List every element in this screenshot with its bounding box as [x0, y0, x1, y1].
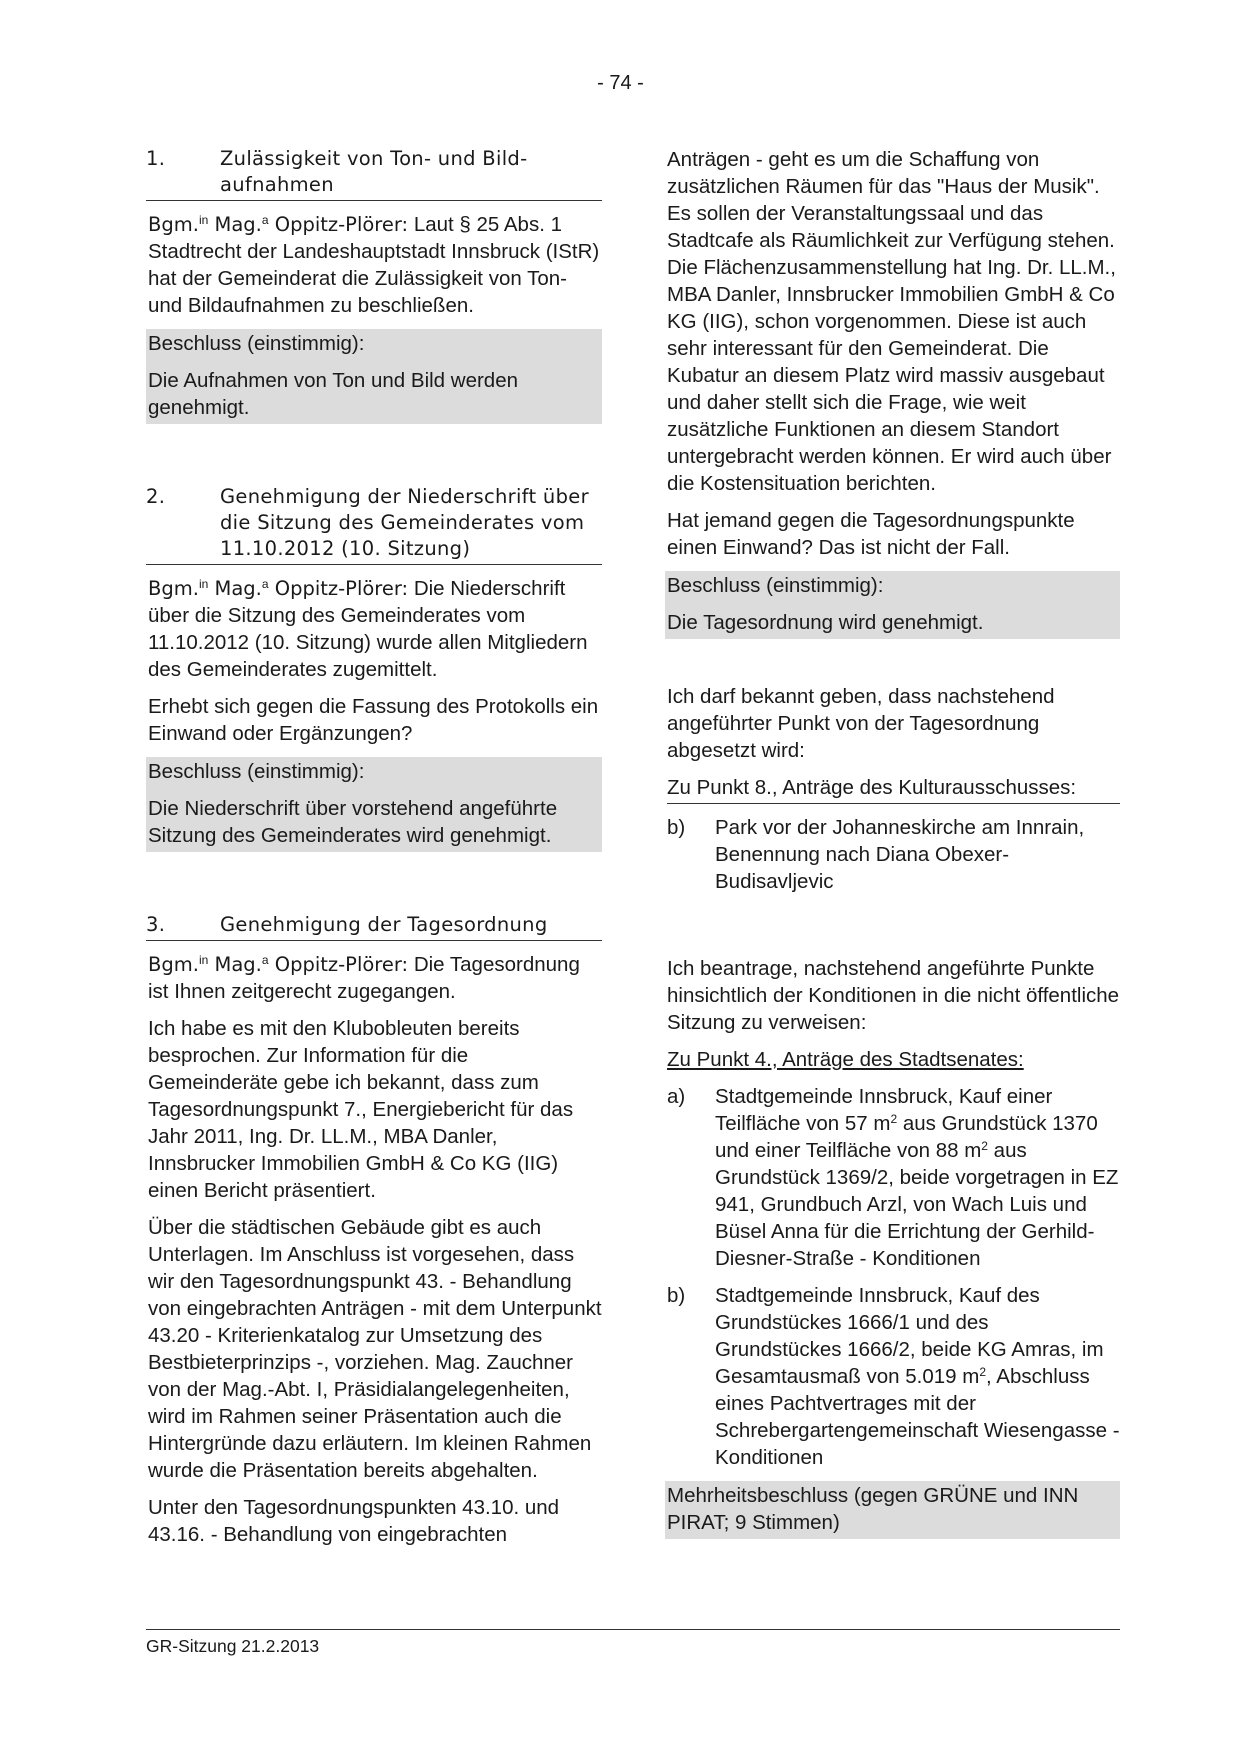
right-paragraph-4: Zu Punkt 8., Anträge des Kulturausschusses:	[667, 774, 1120, 804]
right-paragraph-1: Anträgen - geht es um die Schaffung von zusätzlichen Räumen für das "Haus der Musik". Es sollen der Veranstaltungssaal und das Stadtcafe als Räumlichkeit zur Verfügung stehen. Die Flächenzusammenstellung hat Ing. Dr. LL.M., MBA Danler, Innsbrucker Immobilien GmbH & Co KG (IIG), schon vorgenommen. Diese ist auch sehr interessant für den Gemeinderat. Die Kubatur an diesem Platz wird massiv ausgebaut und daher stellt sich die Frage, wie weit zusätzliche Funktionen an diesem Standort untergebracht werden können. Er wird auch über die Kostensituation berichten.	[667, 148, 1116, 495]
section-1-title: Zulässigkeit von Ton- und Bild-aufnahmen	[220, 147, 528, 196]
majority-resolution-box	[665, 1481, 1120, 1539]
left-column	[146, 146, 602, 1558]
agenda-resolution-label: Beschluss (einstimmig):	[667, 574, 884, 597]
section-2-title: Genehmigung der Niederschrift über die Sitzung des Gemeinderates vom 11.10.2012 (10. Sitzung)	[220, 485, 589, 560]
section-2-number: 2.	[146, 485, 166, 508]
section-3-paragraph-3: Über die städtischen Gebäude gibt es auch Unterlagen. Im Anschluss ist vorgesehen, dass wir den Tagesordnungspunkt 43. - Behandlung von eingebrachten Anträgen - mit dem Unterpunkt 43.20 - Kriterienkatalog zur Umsetzung des Bestbieterprinzips -, vorziehen. Mag. Zauchner von der Mag.-Abt. I, Präsidialangelegenheiten, wird im Rahmen seiner Präsentation auch die Hintergründe dazu erläutern. Im kleinen Rahmen wurde die Präsentation bereits abgehalten.	[148, 1216, 602, 1482]
right-paragraph-2: Hat jemand gegen die Tagesordnungspunkte einen Einwand? Das ist nicht der Fall.	[667, 509, 1075, 559]
section-3-heading	[146, 912, 602, 941]
removed-item-b-text: Park vor der Johanneskirche am Innrain, Benennung nach Diana Obexer-Budisavljevic	[715, 816, 1085, 893]
section-3-paragraph-4: Unter den Tagesordnungspunkten 43.10. und 43.16. - Behandlung von eingebrachten	[148, 1496, 560, 1546]
section-3-title: Genehmigung der Tagesordnung	[220, 913, 548, 936]
nonpublic-item-a-label: a)	[667, 1085, 686, 1108]
section-1-resolution-box	[146, 329, 602, 424]
page-number: - 74 -	[597, 72, 644, 94]
nonpublic-item-a	[667, 1083, 1120, 1272]
nonpublic-item-b-label: b)	[667, 1284, 686, 1307]
section-2-resolution-label: Beschluss (einstimmig):	[148, 760, 365, 783]
majority-resolution-text: Mehrheitsbeschluss (gegen GRÜNE und INN PIRAT; 9 Stimmen)	[667, 1484, 1079, 1534]
section-1-statement: Bgm.$^{in}$ Mag.$^a$ Oppitz-Plörer: Laut § 25 Abs. 1 Stadtrecht der Landeshauptstadt Innsbruck (IStR) hat der Gemeinderat die Zulässigkeit von Ton- und Bildaufnahmen zu beschließen.	[148, 213, 600, 317]
section-3-number: 3.	[146, 913, 166, 936]
removed-item-b	[667, 814, 1120, 895]
right-paragraph-3: Ich darf bekannt geben, dass nachstehend angeführter Punkt von der Tagesordnung abgesetzt wird:	[667, 685, 1055, 762]
section-3-statement: Bgm.$^{in}$ Mag.$^a$ Oppitz-Plörer: Die Tagesordnung ist Ihnen zeitgerecht zugegangen.	[148, 953, 580, 1003]
section-2-resolution-box	[146, 757, 602, 852]
agenda-resolution-box	[665, 571, 1120, 639]
section-2-statement: Bgm.$^{in}$ Mag.$^a$ Oppitz-Plörer: Die Niederschrift über die Sitzung des Gemeinderates vom 11.10.2012 (10. Sitzung) wurde allen Mitgliedern des Gemeinderates zugemittelt.	[148, 577, 588, 681]
section-2-heading	[146, 484, 602, 565]
nonpublic-item-a-text: Stadtgemeinde Innsbruck, Kauf einer Teilfläche von 57 $m^2$ aus Grundstück 1370 und einer Teilfläche von 88 $m^2$ aus Grundstück 1369/2, beide vorgetragen in EZ 941, Grundbuch Arzl, von Wach Luis und Büsel Anna für die Errichtung der Gerhild-Diesner-Straße - Konditionen	[715, 1085, 1119, 1270]
footer-divider	[146, 1629, 1120, 1630]
section-2-question: Erhebt sich gegen die Fassung des Protokolls ein Einwand oder Ergänzungen?	[148, 695, 599, 745]
section-2-resolution-text: Die Niederschrift über vorstehend angeführte Sitzung des Gemeinderates wird genehmigt.	[148, 797, 558, 847]
section-1-resolution-text: Die Aufnahmen von Ton und Bild werden genehmigt.	[148, 369, 519, 419]
right-paragraph-5: Ich beantrage, nachstehend angeführte Punkte hinsichtlich der Konditionen in die nicht öffentliche Sitzung zu verweisen:	[667, 957, 1120, 1034]
footer-text: GR-Sitzung 21.2.2013	[146, 1636, 320, 1656]
right-column	[665, 146, 1120, 1549]
nonpublic-item-b-text: Stadtgemeinde Innsbruck, Kauf des Grundstückes 1666/1 und des Grundstückes 1666/2, beide KG Amras, im Gesamtausmaß von 5.019 $m^2$, Abschluss eines Pachtvertrages mit der Schrebergartengemeinschaft Wiesengasse - Konditionen	[715, 1284, 1120, 1469]
section-1-heading	[146, 146, 602, 201]
removed-item-b-label: b)	[667, 816, 686, 839]
section-1-number: 1.	[146, 147, 166, 170]
agenda-resolution-text: Die Tagesordnung wird genehmigt.	[667, 611, 984, 634]
section-3-paragraph-2: Ich habe es mit den Klubobleuten bereits besprochen. Zur Information für die Gemeinderäte gebe ich bekannt, dass zum Tagesordnungspunkt 7., Energiebericht für das Jahr 2011, Ing. Dr. LL.M., MBA Danler, Innsbrucker Immobilien GmbH & Co KG (IIG) einen Bericht präsentiert.	[148, 1017, 574, 1202]
nonpublic-item-b	[667, 1282, 1120, 1471]
right-paragraph-6: Zu Punkt 4., Anträge des Stadtsenates:	[667, 1048, 1024, 1071]
section-1-resolution-label: Beschluss (einstimmig):	[148, 332, 365, 355]
